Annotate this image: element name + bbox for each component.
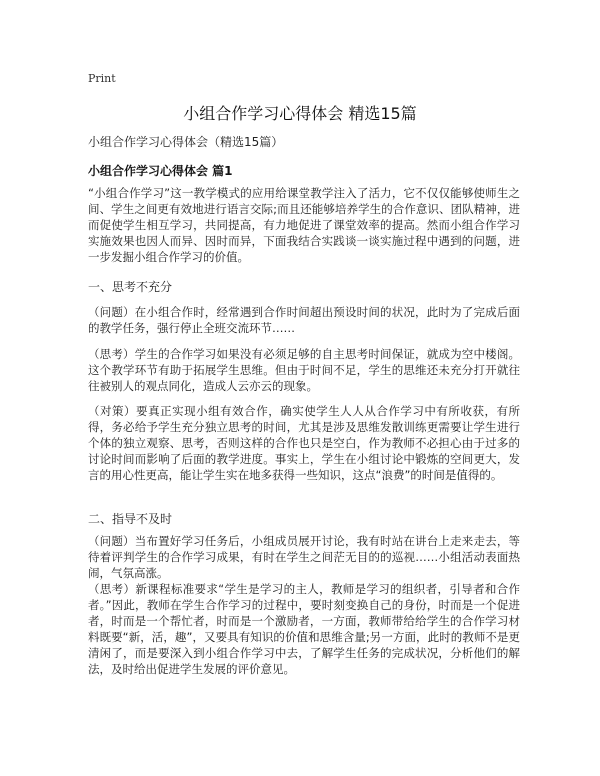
document-title: 小组合作学习心得体会 精选15篇: [183, 104, 417, 123]
problem-paragraph-2: （问题）当布置好学习任务后，小组成员展开讨论，我有时站在讲台上走来走去，等待着评判学生的合作学习成果，有时在学生之间茫无目的的巡视……小组活动表面热闹，气氛高涨。: [88, 534, 520, 580]
print-label: Print: [88, 72, 116, 85]
problem-paragraph-1: （问题）在小组合作时，经常遇到合作时间超出预设时间的状况，此时为了完成后面的教学任务，强行停止全班交流环节……: [88, 305, 520, 335]
thinking-paragraph-2: （思考）新课程标准要求“学生是学习的主人，教师是学习的组织者，引导者和合作者。”因此，教师在学生合作学习的过程中，要时刻变换自己的身份，时而是一个促进者，时而是一个帮忙者，时而是一个激励者，一方面，教师带给给学生的合作学习材料既要“新，活，趣”，又要具有知识的价值和思维含量;另一方面，此时的教师不是更清闲了，而是要深入到小组合作学习中去，了解学生任务的完成状况，分析他们的解法，及时给出促进学生发展的评价意见。: [88, 582, 520, 676]
heading-untimely-guidance: 二、指导不及时: [88, 512, 173, 526]
intro-paragraph: “小组合作学习”这一教学模式的应用给课堂教学注入了活力，它不仅仅能够使师生之间、学生之间更有效地进行语言交际;而且还能够培养学生的合作意识、团队精神，进而促使学生相互学习，共同提高，有力地促进了课堂效率的提高。然而小组合作学习实施效果也因人而异、因时而异，下面我结合实践谈一谈实施过程中遇到的问题，进一步发掘小组合作学习的价值。: [88, 186, 520, 264]
document-subtitle: 小组合作学习心得体会（精选15篇）: [88, 135, 284, 149]
section-title: 小组合作学习心得体会 篇1: [88, 164, 233, 178]
thinking-paragraph-1: （思考）学生的合作学习如果没有必须足够的自主思考时间保证，就成为空中楼阁。这个教学环节有助于拓展学生思维。但由于时间不足，学生的思维还未充分打开就往往被别人的观点同化，造成人云亦云的现象。: [88, 347, 520, 393]
strategy-paragraph-1: （对策）要真正实现小组有效合作，确实使学生人人从合作学习中有所收获，有所得，务必给予学生充分独立思考的时间，尤其是涉及思维发散训练更需要让学生进行个体的独立观察、思考，否则这样的合作也只是空白，作为教师不必担心由于过多的讨论时间而影响了后面的教学进度。事实上，学生在小组讨论中锻炼的空间更大，发言的用心性更高，能让学生实在地多获得一些知识，这点“浪费”的时间是值得的。: [88, 404, 520, 482]
heading-insufficient-thinking: 一、思考不充分: [88, 280, 173, 294]
